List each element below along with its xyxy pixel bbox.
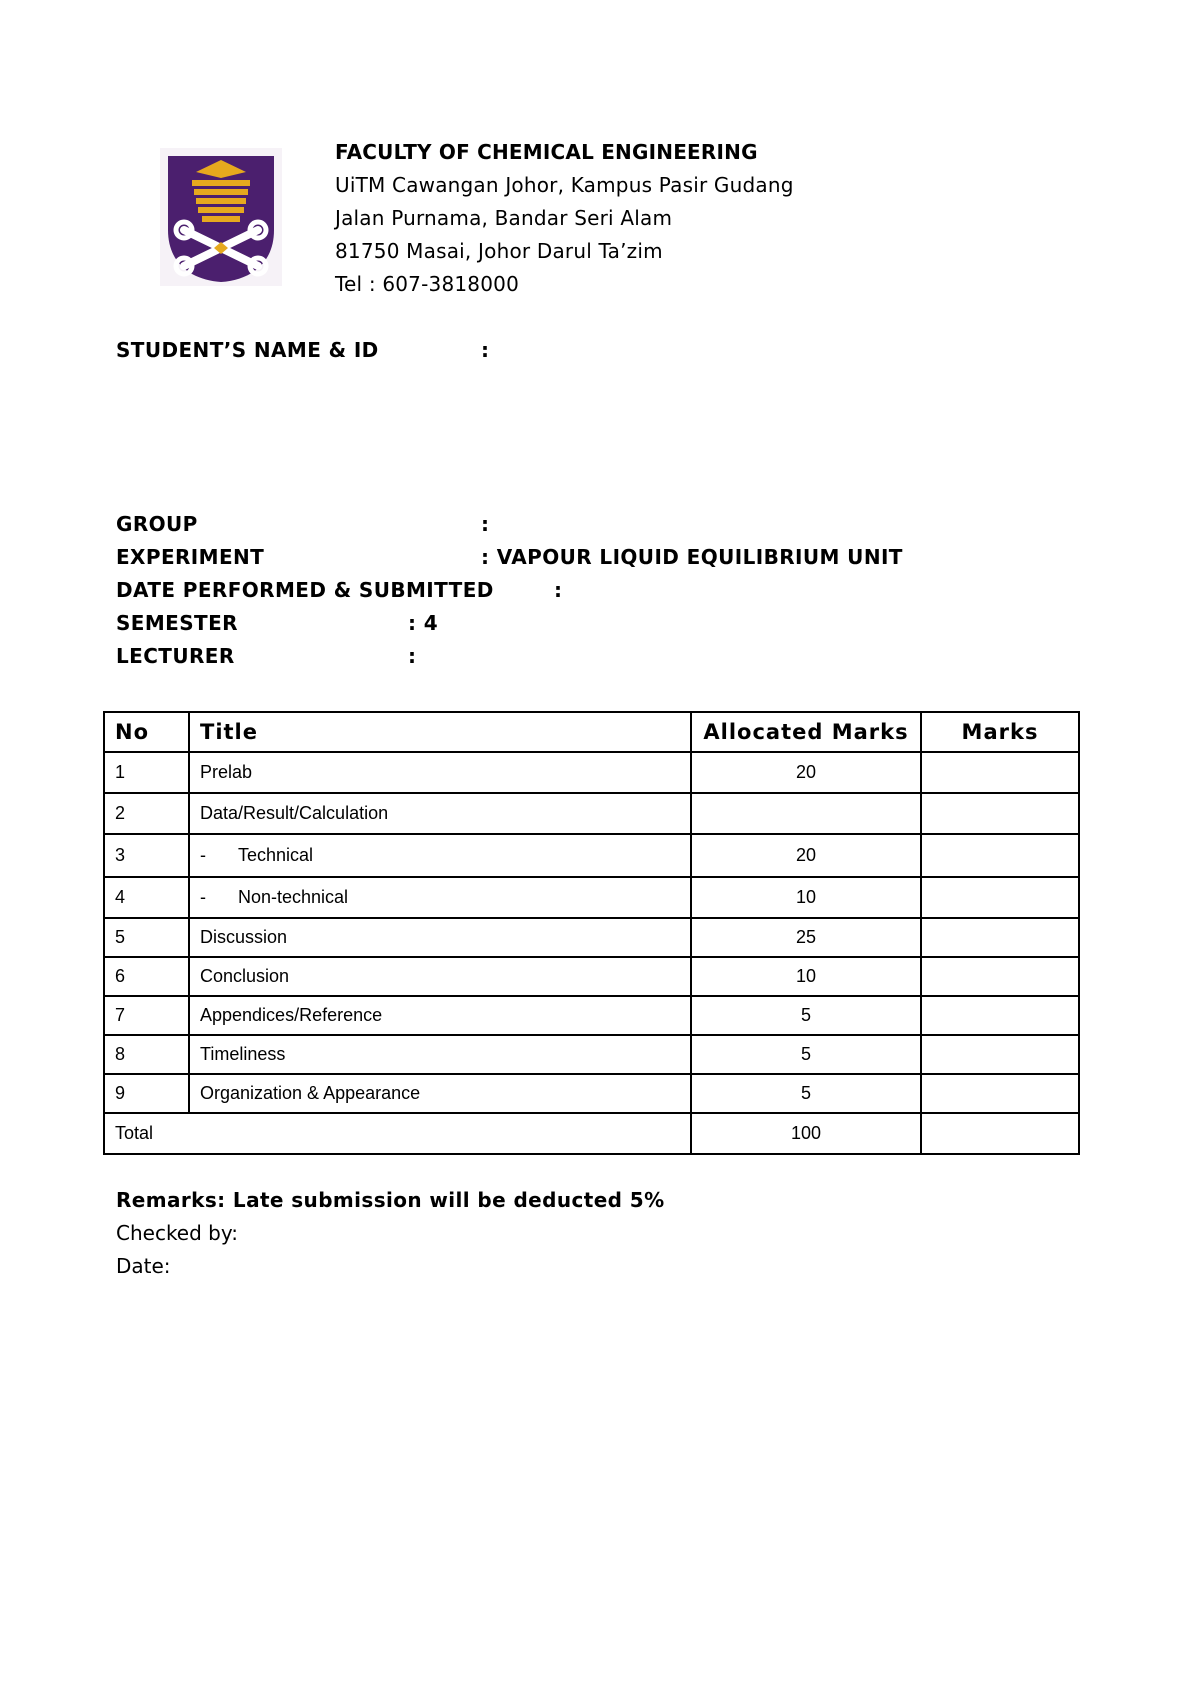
institution-header <box>335 136 794 301</box>
row-marks <box>921 918 1079 957</box>
row-allocated: 10 <box>691 957 921 996</box>
header-no: No <box>104 712 189 752</box>
row-title: Timeliness <box>189 1035 691 1074</box>
row-allocated: 10 <box>691 877 921 918</box>
date-label-footer: Date: <box>116 1254 171 1278</box>
experiment-label: EXPERIMENT <box>116 545 265 569</box>
row-marks <box>921 877 1079 918</box>
table-row <box>104 957 1079 996</box>
student-name-colon: : <box>481 338 490 362</box>
row-allocated: 5 <box>691 1035 921 1074</box>
date-colon: : <box>554 578 563 602</box>
row-allocated: 25 <box>691 918 921 957</box>
row-title: Organization & Appearance <box>189 1074 691 1113</box>
row-title: Conclusion <box>189 957 691 996</box>
row-no: 6 <box>104 957 189 996</box>
total-allocated: 100 <box>691 1113 921 1154</box>
row-title-text: Technical <box>238 845 314 865</box>
row-allocated <box>691 793 921 834</box>
date-label: DATE PERFORMED & SUBMITTED <box>116 578 494 602</box>
total-label: Total <box>104 1113 691 1154</box>
row-title: Discussion <box>189 918 691 957</box>
table-header-row <box>104 712 1079 752</box>
header-allocated-marks: Allocated Marks <box>691 712 921 752</box>
table-row <box>104 996 1079 1035</box>
lecturer-label: LECTURER <box>116 644 235 668</box>
total-marks <box>921 1113 1079 1154</box>
row-title-text: Non-technical <box>238 887 349 907</box>
group-colon: : <box>481 512 490 536</box>
header-title: Title <box>189 712 691 752</box>
table-row <box>104 877 1079 918</box>
street-address: Jalan Purnama, Bandar Seri Alam <box>335 206 673 230</box>
row-marks <box>921 1074 1079 1113</box>
faculty-name: FACULTY OF CHEMICAL ENGINEERING <box>335 140 758 164</box>
row-title <box>189 877 691 918</box>
table-row <box>104 1074 1079 1113</box>
row-allocated: 5 <box>691 1074 921 1113</box>
semester-label: SEMESTER <box>116 611 238 635</box>
row-no: 3 <box>104 834 189 877</box>
remarks-section <box>116 1184 665 1283</box>
table-row <box>104 918 1079 957</box>
group-label: GROUP <box>116 512 198 536</box>
city-address: 81750 Masai, Johor Darul Ta’zim <box>335 239 663 263</box>
row-no: 5 <box>104 918 189 957</box>
row-title: Appendices/Reference <box>189 996 691 1035</box>
experiment-value: : VAPOUR LIQUID EQUILIBRIUM UNIT <box>481 545 903 569</box>
campus-name: UiTM Cawangan Johor, Kampus Pasir Gudang <box>335 173 794 197</box>
header-marks: Marks <box>921 712 1079 752</box>
table-row <box>104 752 1079 793</box>
row-title: Data/Result/Calculation <box>189 793 691 834</box>
row-marks <box>921 1035 1079 1074</box>
semester-value: : 4 <box>408 611 439 635</box>
row-no: 8 <box>104 1035 189 1074</box>
row-no: 4 <box>104 877 189 918</box>
table-row <box>104 1035 1079 1074</box>
row-title <box>189 834 691 877</box>
row-no: 7 <box>104 996 189 1035</box>
lecturer-colon: : <box>408 644 417 668</box>
row-marks <box>921 834 1079 877</box>
row-title: Prelab <box>189 752 691 793</box>
row-dash: - <box>200 887 206 907</box>
checked-by-label: Checked by: <box>116 1221 238 1245</box>
table-row <box>104 834 1079 877</box>
table-total-row <box>104 1113 1079 1154</box>
row-no: 9 <box>104 1074 189 1113</box>
marks-table <box>103 711 1080 1155</box>
row-marks <box>921 793 1079 834</box>
student-name-label: STUDENT’S NAME & ID <box>116 338 379 362</box>
row-marks <box>921 752 1079 793</box>
telephone: Tel : 607-3818000 <box>335 272 519 296</box>
late-submission-remark: Remarks: Late submission will be deducted 5% <box>116 1188 665 1212</box>
uitm-crest-icon <box>160 148 282 286</box>
row-marks <box>921 957 1079 996</box>
row-no: 2 <box>104 793 189 834</box>
row-allocated: 20 <box>691 752 921 793</box>
row-dash: - <box>200 845 206 865</box>
table-row <box>104 793 1079 834</box>
row-no: 1 <box>104 752 189 793</box>
row-allocated: 5 <box>691 996 921 1035</box>
row-allocated: 20 <box>691 834 921 877</box>
row-marks <box>921 996 1079 1035</box>
